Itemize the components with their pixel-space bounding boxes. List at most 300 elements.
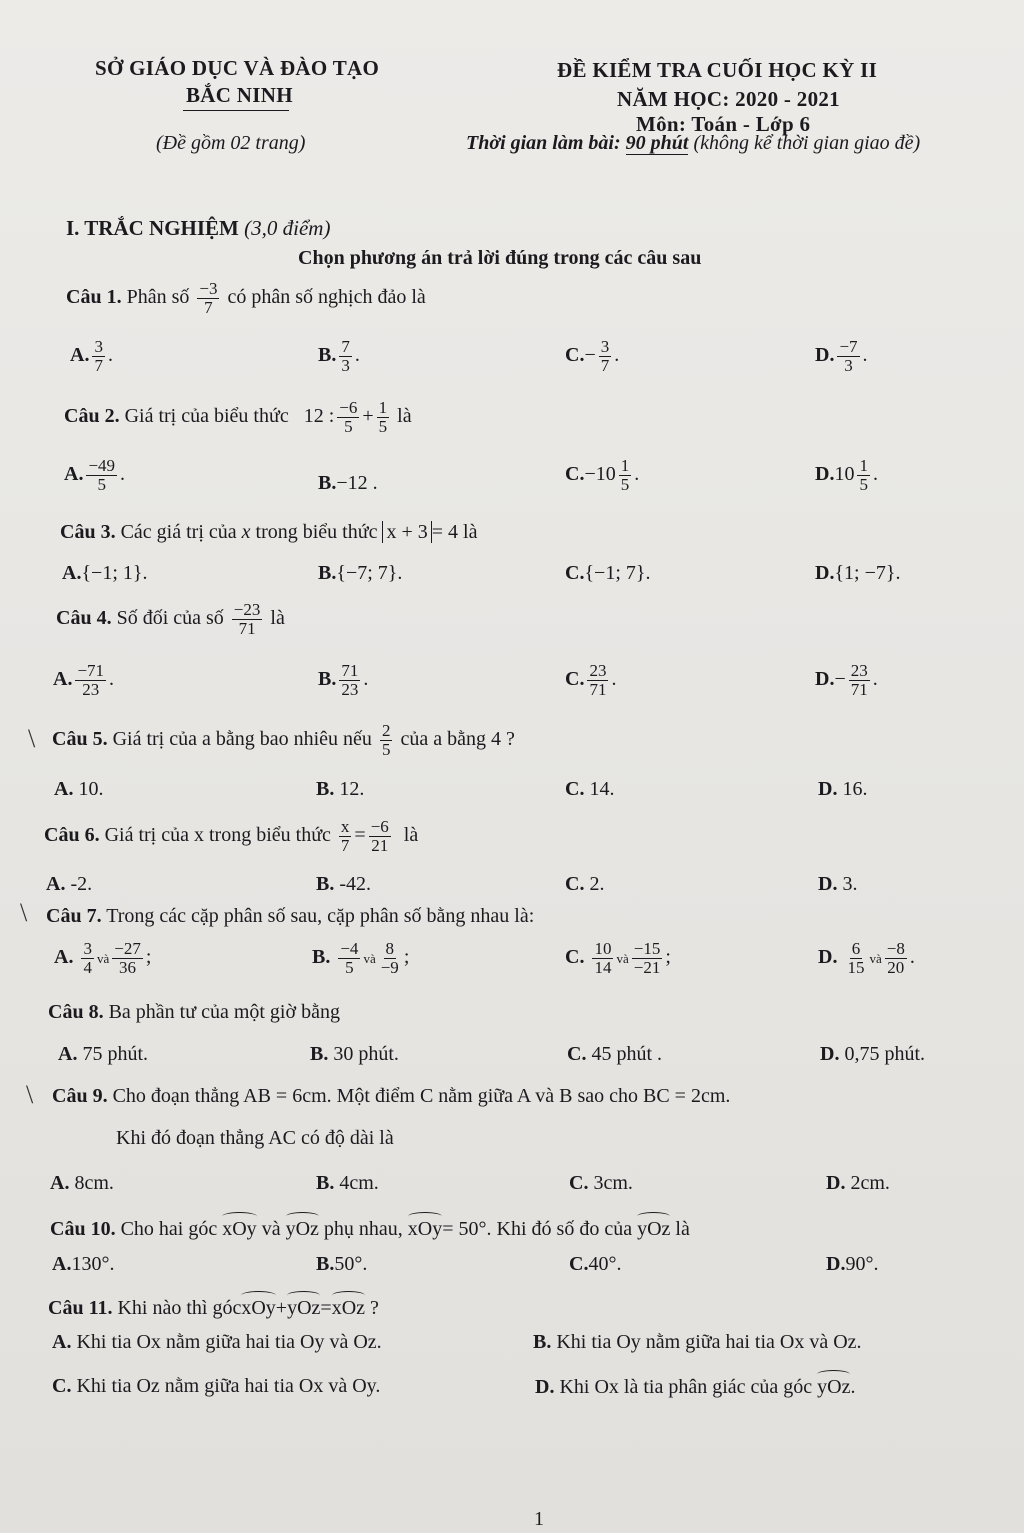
fraction xyxy=(849,662,870,699)
q3-option-d[interactable] xyxy=(815,562,901,585)
numerator: −7 xyxy=(839,337,858,356)
q2-option-b[interactable] xyxy=(318,472,378,495)
question-text: là xyxy=(397,404,412,427)
option-value: -2. xyxy=(70,873,93,895)
q11-option-c[interactable] xyxy=(52,1375,380,1398)
option-letter: C. xyxy=(565,343,585,366)
handwritten-check-mark: \ xyxy=(26,1080,34,1109)
numerator: 1 xyxy=(859,456,868,475)
page-number: 1 xyxy=(534,1508,544,1530)
operator: + xyxy=(362,404,374,427)
sign: − xyxy=(584,343,596,366)
denominator: 5 xyxy=(620,474,630,494)
numerator: −6 xyxy=(370,817,389,836)
q4-option-c[interactable] xyxy=(565,662,616,699)
question-label: Câu 9. xyxy=(52,1085,108,1107)
angle-symbol: yOz xyxy=(817,1370,850,1399)
question-label: Câu 5. xyxy=(52,727,108,750)
denominator: 71 xyxy=(850,679,868,699)
option-value: 45 phút . xyxy=(591,1043,663,1065)
option-value: 90°. xyxy=(845,1253,879,1275)
q3-option-a[interactable] xyxy=(62,562,148,585)
question-text: Khi nào thì góc xyxy=(117,1297,242,1319)
denominator: 36 xyxy=(119,957,137,977)
question-3 xyxy=(60,521,477,544)
option-value: 75 phút. xyxy=(82,1043,149,1065)
fraction xyxy=(632,940,663,977)
question-label: Câu 6. xyxy=(44,823,100,846)
denominator: 7 xyxy=(600,355,610,375)
option-letter: B. xyxy=(316,1253,335,1275)
option-value: 16. xyxy=(842,778,868,800)
question-text: phụ nhau, xyxy=(323,1218,403,1240)
q2-option-a[interactable] xyxy=(64,457,125,494)
q4-option-a[interactable] xyxy=(53,662,114,699)
punct: . xyxy=(109,667,115,690)
question-label: Câu 11. xyxy=(48,1297,113,1319)
fraction xyxy=(86,457,117,494)
numerator: −8 xyxy=(886,939,905,958)
option-value: {1; −7}. xyxy=(834,562,901,584)
option-value: 12. xyxy=(339,778,365,800)
fraction xyxy=(857,457,870,494)
option-value: {−1; 1}. xyxy=(81,562,148,584)
question-text: là xyxy=(463,521,478,543)
fraction xyxy=(339,338,352,375)
question-text: là xyxy=(270,606,285,629)
option-value: {−7; 7}. xyxy=(336,562,403,584)
numerator: 3 xyxy=(94,337,103,356)
fraction xyxy=(92,338,105,375)
numerator: −15 xyxy=(633,939,661,958)
question-label: Câu 2. xyxy=(64,404,120,427)
angle-symbol: xOz xyxy=(332,1291,365,1320)
fraction xyxy=(380,722,393,759)
option-value: 30 phút. xyxy=(333,1043,399,1065)
fraction xyxy=(379,940,401,977)
q6-option-c[interactable] xyxy=(565,873,604,896)
option-letter: B. xyxy=(310,1043,329,1065)
fraction xyxy=(339,662,360,699)
operator: = xyxy=(320,1297,332,1319)
punct: . xyxy=(872,667,878,690)
q4-option-d[interactable] xyxy=(815,662,878,699)
question-text: . Khi đó số đo của xyxy=(486,1218,633,1240)
fraction xyxy=(81,940,94,977)
option-value: 130°. xyxy=(71,1253,115,1275)
conjunction: và xyxy=(869,950,882,966)
angle-symbol: xOy xyxy=(241,1291,275,1320)
option-letter: B. xyxy=(318,472,337,494)
punct: . xyxy=(909,945,915,968)
denominator: 3 xyxy=(844,355,853,375)
equation-rhs: = 50° xyxy=(442,1218,487,1240)
q6-option-d[interactable] xyxy=(818,873,857,896)
punct: . xyxy=(363,667,369,690)
subject: Môn: Toán - Lớp 6 xyxy=(636,112,811,136)
q9-option-a[interactable] xyxy=(50,1172,114,1195)
numerator: 1 xyxy=(620,456,630,475)
numerator: 2 xyxy=(381,721,391,740)
option-letter: C. xyxy=(565,667,585,690)
header-province: BẮC NINH xyxy=(186,83,293,107)
q1-option-b[interactable] xyxy=(318,338,360,375)
option-letter: D. xyxy=(815,462,835,485)
school-year: NĂM HỌC: 2020 - 2021 xyxy=(617,87,840,111)
question-text: Giá trị của x trong biểu thức xyxy=(104,823,331,846)
q2-option-d[interactable] xyxy=(815,457,878,494)
option-value: 14. xyxy=(589,778,615,800)
q8-option-a[interactable] xyxy=(58,1043,148,1066)
option-letter: D. xyxy=(815,562,835,584)
option-letter: C. xyxy=(569,1253,589,1275)
question-label: Câu 10. xyxy=(50,1218,116,1240)
denominator: 14 xyxy=(594,957,612,977)
q5-option-c[interactable] xyxy=(565,778,614,801)
q9-option-d[interactable] xyxy=(826,1172,890,1195)
question-11 xyxy=(48,1291,379,1320)
question-label: Câu 3. xyxy=(60,521,116,543)
punct: ; xyxy=(403,945,410,968)
option-value: Khi tia Oz nằm giữa hai tia Ox và Oy. xyxy=(76,1375,381,1397)
question-text: Số đối của số xyxy=(116,606,224,629)
numerator: 71 xyxy=(341,661,359,680)
denominator: 5 xyxy=(345,957,354,977)
question-label: Câu 7. xyxy=(46,905,102,927)
numerator: −49 xyxy=(88,456,116,475)
denominator: 7 xyxy=(340,835,350,855)
angle-symbol: xOy xyxy=(222,1212,256,1241)
question-text: Các giá trị của xyxy=(120,521,237,543)
option-letter: C. xyxy=(565,562,585,584)
punct: . xyxy=(862,343,868,366)
numerator: 8 xyxy=(385,939,395,958)
fraction xyxy=(369,818,391,855)
q6-option-a[interactable] xyxy=(46,873,92,896)
question-2 xyxy=(64,399,412,436)
question-text: Trong các cặp phân số sau, cặp phân số bằng nhau là: xyxy=(106,905,535,927)
question-label: Câu 8. xyxy=(48,1001,104,1023)
numerator: −6 xyxy=(339,398,358,417)
option-value: 2cm. xyxy=(850,1172,890,1194)
section-heading xyxy=(66,216,330,241)
fraction xyxy=(599,338,612,375)
option-letter: B. xyxy=(316,1172,335,1194)
q8-option-c[interactable] xyxy=(567,1043,662,1066)
option-letter: A. xyxy=(52,1331,72,1353)
section-points: (3,0 điểm) xyxy=(244,216,331,240)
punct: . xyxy=(354,343,360,366)
question-label: Câu 1. xyxy=(66,285,122,308)
option-letter: D. xyxy=(818,945,838,968)
fraction xyxy=(619,457,632,494)
q7-option-b[interactable] xyxy=(312,940,409,977)
equation-rhs: = 4 xyxy=(431,521,459,543)
angle-symbol: yOz xyxy=(637,1212,670,1241)
option-letter: D. xyxy=(826,1253,846,1275)
numerator: 1 xyxy=(378,398,388,417)
q8-option-d[interactable] xyxy=(820,1043,925,1066)
punct: . xyxy=(634,462,640,485)
denominator: 4 xyxy=(83,957,92,977)
punct: . xyxy=(120,462,126,485)
exam-duration xyxy=(466,132,920,155)
option-letter: D. xyxy=(815,667,835,690)
punct: ; xyxy=(145,945,152,968)
denominator: 7 xyxy=(204,297,213,317)
q11-option-d[interactable] xyxy=(535,1370,855,1399)
angle-symbol: yOz xyxy=(287,1291,320,1320)
header-page-note: (Đề gồm 02 trang) xyxy=(156,132,306,154)
question-text: Phân số xyxy=(126,285,190,308)
whole-part: −10 xyxy=(584,462,616,485)
denominator: 5 xyxy=(378,416,388,436)
option-letter: A. xyxy=(54,778,74,800)
numerator: 7 xyxy=(341,337,350,356)
question-label: Câu 4. xyxy=(56,606,112,629)
fraction xyxy=(337,399,359,436)
question-9-line2: Khi đó đoạn thẳng AC có độ dài là xyxy=(116,1127,394,1149)
q10-option-a[interactable] xyxy=(52,1253,114,1276)
question-text: của a bằng 4 ? xyxy=(400,727,515,750)
denominator: 15 xyxy=(847,957,865,977)
fraction xyxy=(592,940,613,977)
numerator: −23 xyxy=(233,600,261,619)
option-letter: A. xyxy=(50,1172,70,1194)
fraction xyxy=(837,338,859,375)
fraction xyxy=(112,940,143,977)
question-8 xyxy=(48,1001,340,1024)
fraction xyxy=(232,601,263,638)
option-value: 3cm. xyxy=(593,1172,633,1194)
option-letter: C. xyxy=(565,945,585,968)
option-value: {−1; 7}. xyxy=(584,562,651,584)
question-text: là xyxy=(675,1218,690,1240)
q2-option-c[interactable] xyxy=(565,457,639,494)
option-letter: C. xyxy=(565,873,585,895)
denominator: 7 xyxy=(94,355,103,375)
numerator: −27 xyxy=(114,939,141,958)
q7-option-c[interactable] xyxy=(565,940,671,977)
q6-option-b[interactable] xyxy=(316,873,371,896)
option-letter: B. xyxy=(318,562,337,584)
fraction xyxy=(338,940,360,977)
numerator: 3 xyxy=(600,337,610,356)
option-letter: B. xyxy=(312,945,331,968)
question-text: Ba phần tư của một giờ bằng xyxy=(108,1001,340,1023)
q11-option-a[interactable] xyxy=(52,1331,382,1354)
question-text: trong biểu thức xyxy=(255,521,378,543)
option-letter: D. xyxy=(818,873,838,895)
numerator: −71 xyxy=(77,661,105,680)
option-letter: A. xyxy=(62,562,82,584)
option-value: 2. xyxy=(589,873,605,895)
sign: − xyxy=(834,667,846,690)
fraction xyxy=(845,940,866,977)
question-text: có phân số nghịch đảo là xyxy=(227,285,426,308)
option-letter: A. xyxy=(46,873,66,895)
option-letter: C. xyxy=(52,1375,72,1397)
q9-option-c[interactable] xyxy=(569,1172,633,1195)
fraction xyxy=(75,662,106,699)
fraction xyxy=(587,662,608,699)
option-value: 8cm. xyxy=(74,1172,114,1194)
option-letter: B. xyxy=(318,343,337,366)
fraction xyxy=(885,940,907,977)
option-letter: D. xyxy=(818,778,838,800)
header-department: SỞ GIÁO DỤC VÀ ĐÀO TẠO xyxy=(95,56,380,80)
numerator: 10 xyxy=(594,939,612,958)
expression: 12 : xyxy=(303,404,335,427)
option-letter: B. xyxy=(316,778,335,800)
handwritten-check-mark: \ xyxy=(20,898,28,927)
option-letter: B. xyxy=(316,873,335,895)
conjunction: và xyxy=(616,950,629,966)
option-value: 3. xyxy=(842,873,858,895)
denominator: 3 xyxy=(341,355,350,375)
question-text: Cho hai góc xyxy=(120,1218,218,1240)
denominator: 71 xyxy=(238,618,256,638)
denominator: 5 xyxy=(97,474,106,494)
q7-option-d[interactable] xyxy=(818,940,915,977)
q10-option-c[interactable] xyxy=(569,1253,621,1276)
option-letter: B. xyxy=(533,1331,552,1353)
punct: . xyxy=(107,343,113,366)
question-10 xyxy=(50,1212,690,1241)
option-letter: C. xyxy=(567,1043,587,1065)
q9-option-b[interactable] xyxy=(316,1172,379,1195)
question-text: và xyxy=(261,1218,281,1240)
q5-option-b[interactable] xyxy=(316,778,364,801)
numerator: x xyxy=(340,817,350,836)
q8-option-b[interactable] xyxy=(310,1043,399,1066)
option-letter: C. xyxy=(565,462,585,485)
option-value: −12 . xyxy=(336,472,378,494)
duration-label: Thời gian làm bài: xyxy=(466,132,621,154)
punct: . xyxy=(611,667,617,690)
q1-option-c[interactable] xyxy=(565,338,619,375)
option-value: 0,75 phút. xyxy=(844,1043,926,1065)
operator: + xyxy=(275,1297,288,1319)
option-letter: B. xyxy=(318,667,337,690)
question-6 xyxy=(44,818,418,855)
option-letter: A. xyxy=(70,343,90,366)
q1-option-a[interactable] xyxy=(70,338,113,375)
denominator: 71 xyxy=(589,679,607,699)
option-value: Khi tia Ox nằm giữa hai tia Oy và Oz. xyxy=(76,1331,382,1353)
operator: = xyxy=(354,823,366,846)
option-letter: A. xyxy=(53,667,73,690)
denominator: −21 xyxy=(633,957,661,977)
question-text: là xyxy=(403,823,419,846)
option-value: -42. xyxy=(339,873,372,895)
option-letter: A. xyxy=(52,1253,72,1275)
question-text: ? xyxy=(370,1297,379,1319)
absolute-value: x + 3 xyxy=(382,521,431,543)
variable: x xyxy=(241,521,251,543)
denominator: 5 xyxy=(859,474,868,494)
option-value: 4cm. xyxy=(339,1172,379,1194)
question-1 xyxy=(66,280,426,317)
punct: . xyxy=(872,462,878,485)
punct: ; xyxy=(665,945,671,968)
angle-symbol: xOy xyxy=(408,1212,442,1241)
fraction xyxy=(339,818,352,855)
handwritten-check-mark: \ xyxy=(28,724,36,753)
numerator: 3 xyxy=(83,939,92,958)
question-text: Giá trị của biểu thức xyxy=(124,404,289,427)
option-letter: D. xyxy=(815,343,835,366)
q11-option-b[interactable] xyxy=(533,1331,862,1354)
option-value: 50°. xyxy=(334,1253,368,1275)
option-letter: C. xyxy=(565,778,585,800)
option-letter: A. xyxy=(64,462,84,485)
denominator: 5 xyxy=(344,416,353,436)
numerator: 6 xyxy=(851,939,861,958)
option-letter: A. xyxy=(58,1043,78,1065)
punct: . xyxy=(850,1376,856,1398)
option-value: 40°. xyxy=(588,1253,622,1275)
conjunction: và xyxy=(363,950,376,966)
question-4 xyxy=(56,601,285,638)
option-value: Khi Ox là tia phân giác của góc xyxy=(559,1376,813,1398)
fraction xyxy=(377,399,390,436)
option-letter: D. xyxy=(826,1172,846,1194)
option-letter: D. xyxy=(535,1376,555,1398)
question-7 xyxy=(46,905,534,928)
header-divider xyxy=(183,110,289,111)
denominator: −9 xyxy=(380,957,399,977)
duration-value: 90 phút xyxy=(625,132,689,154)
question-5 xyxy=(52,722,515,759)
numerator: −3 xyxy=(199,279,218,298)
q10-option-b[interactable] xyxy=(316,1253,367,1276)
denominator: 23 xyxy=(82,679,100,699)
option-letter: C. xyxy=(569,1172,589,1194)
denominator: 5 xyxy=(381,739,391,759)
q7-option-a[interactable] xyxy=(54,940,151,977)
denominator: 23 xyxy=(341,679,359,699)
option-letter: A. xyxy=(54,945,74,968)
numerator: 23 xyxy=(850,661,868,680)
option-letter: D. xyxy=(820,1043,840,1065)
q3-option-b[interactable] xyxy=(318,562,402,585)
conjunction: và xyxy=(96,950,110,966)
question-text: Cho đoạn thẳng AB = 6cm. Một điểm C nằm giữa A và B sao cho BC = 2cm. xyxy=(112,1085,731,1107)
question-9 xyxy=(52,1085,730,1108)
option-value: 10. xyxy=(78,778,104,800)
q5-option-d[interactable] xyxy=(818,778,867,801)
denominator: 20 xyxy=(887,957,905,977)
duration-note: (không kể thời gian giao đề) xyxy=(693,132,921,154)
q5-option-a[interactable] xyxy=(54,778,103,801)
section-title: I. TRẮC NGHIỆM xyxy=(66,216,239,240)
q1-option-d[interactable] xyxy=(815,338,868,375)
denominator: 21 xyxy=(371,835,389,855)
question-text: Giá trị của a bằng bao nhiêu nếu xyxy=(112,727,372,750)
option-value: Khi tia Oy nằm giữa hai tia Ox và Oz. xyxy=(556,1331,862,1353)
q10-option-d[interactable] xyxy=(826,1253,878,1276)
exam-title: ĐỀ KIỂM TRA CUỐI HỌC KỲ II xyxy=(557,58,878,82)
section-instruction: Chọn phương án trả lời đúng trong các câu sau xyxy=(298,247,702,269)
whole-part: 10 xyxy=(834,462,855,485)
q3-option-c[interactable] xyxy=(565,562,651,585)
numerator: −4 xyxy=(340,939,359,958)
angle-symbol: yOz xyxy=(286,1212,319,1241)
q4-option-b[interactable] xyxy=(318,662,368,699)
fraction xyxy=(197,280,219,317)
punct: . xyxy=(614,343,620,366)
